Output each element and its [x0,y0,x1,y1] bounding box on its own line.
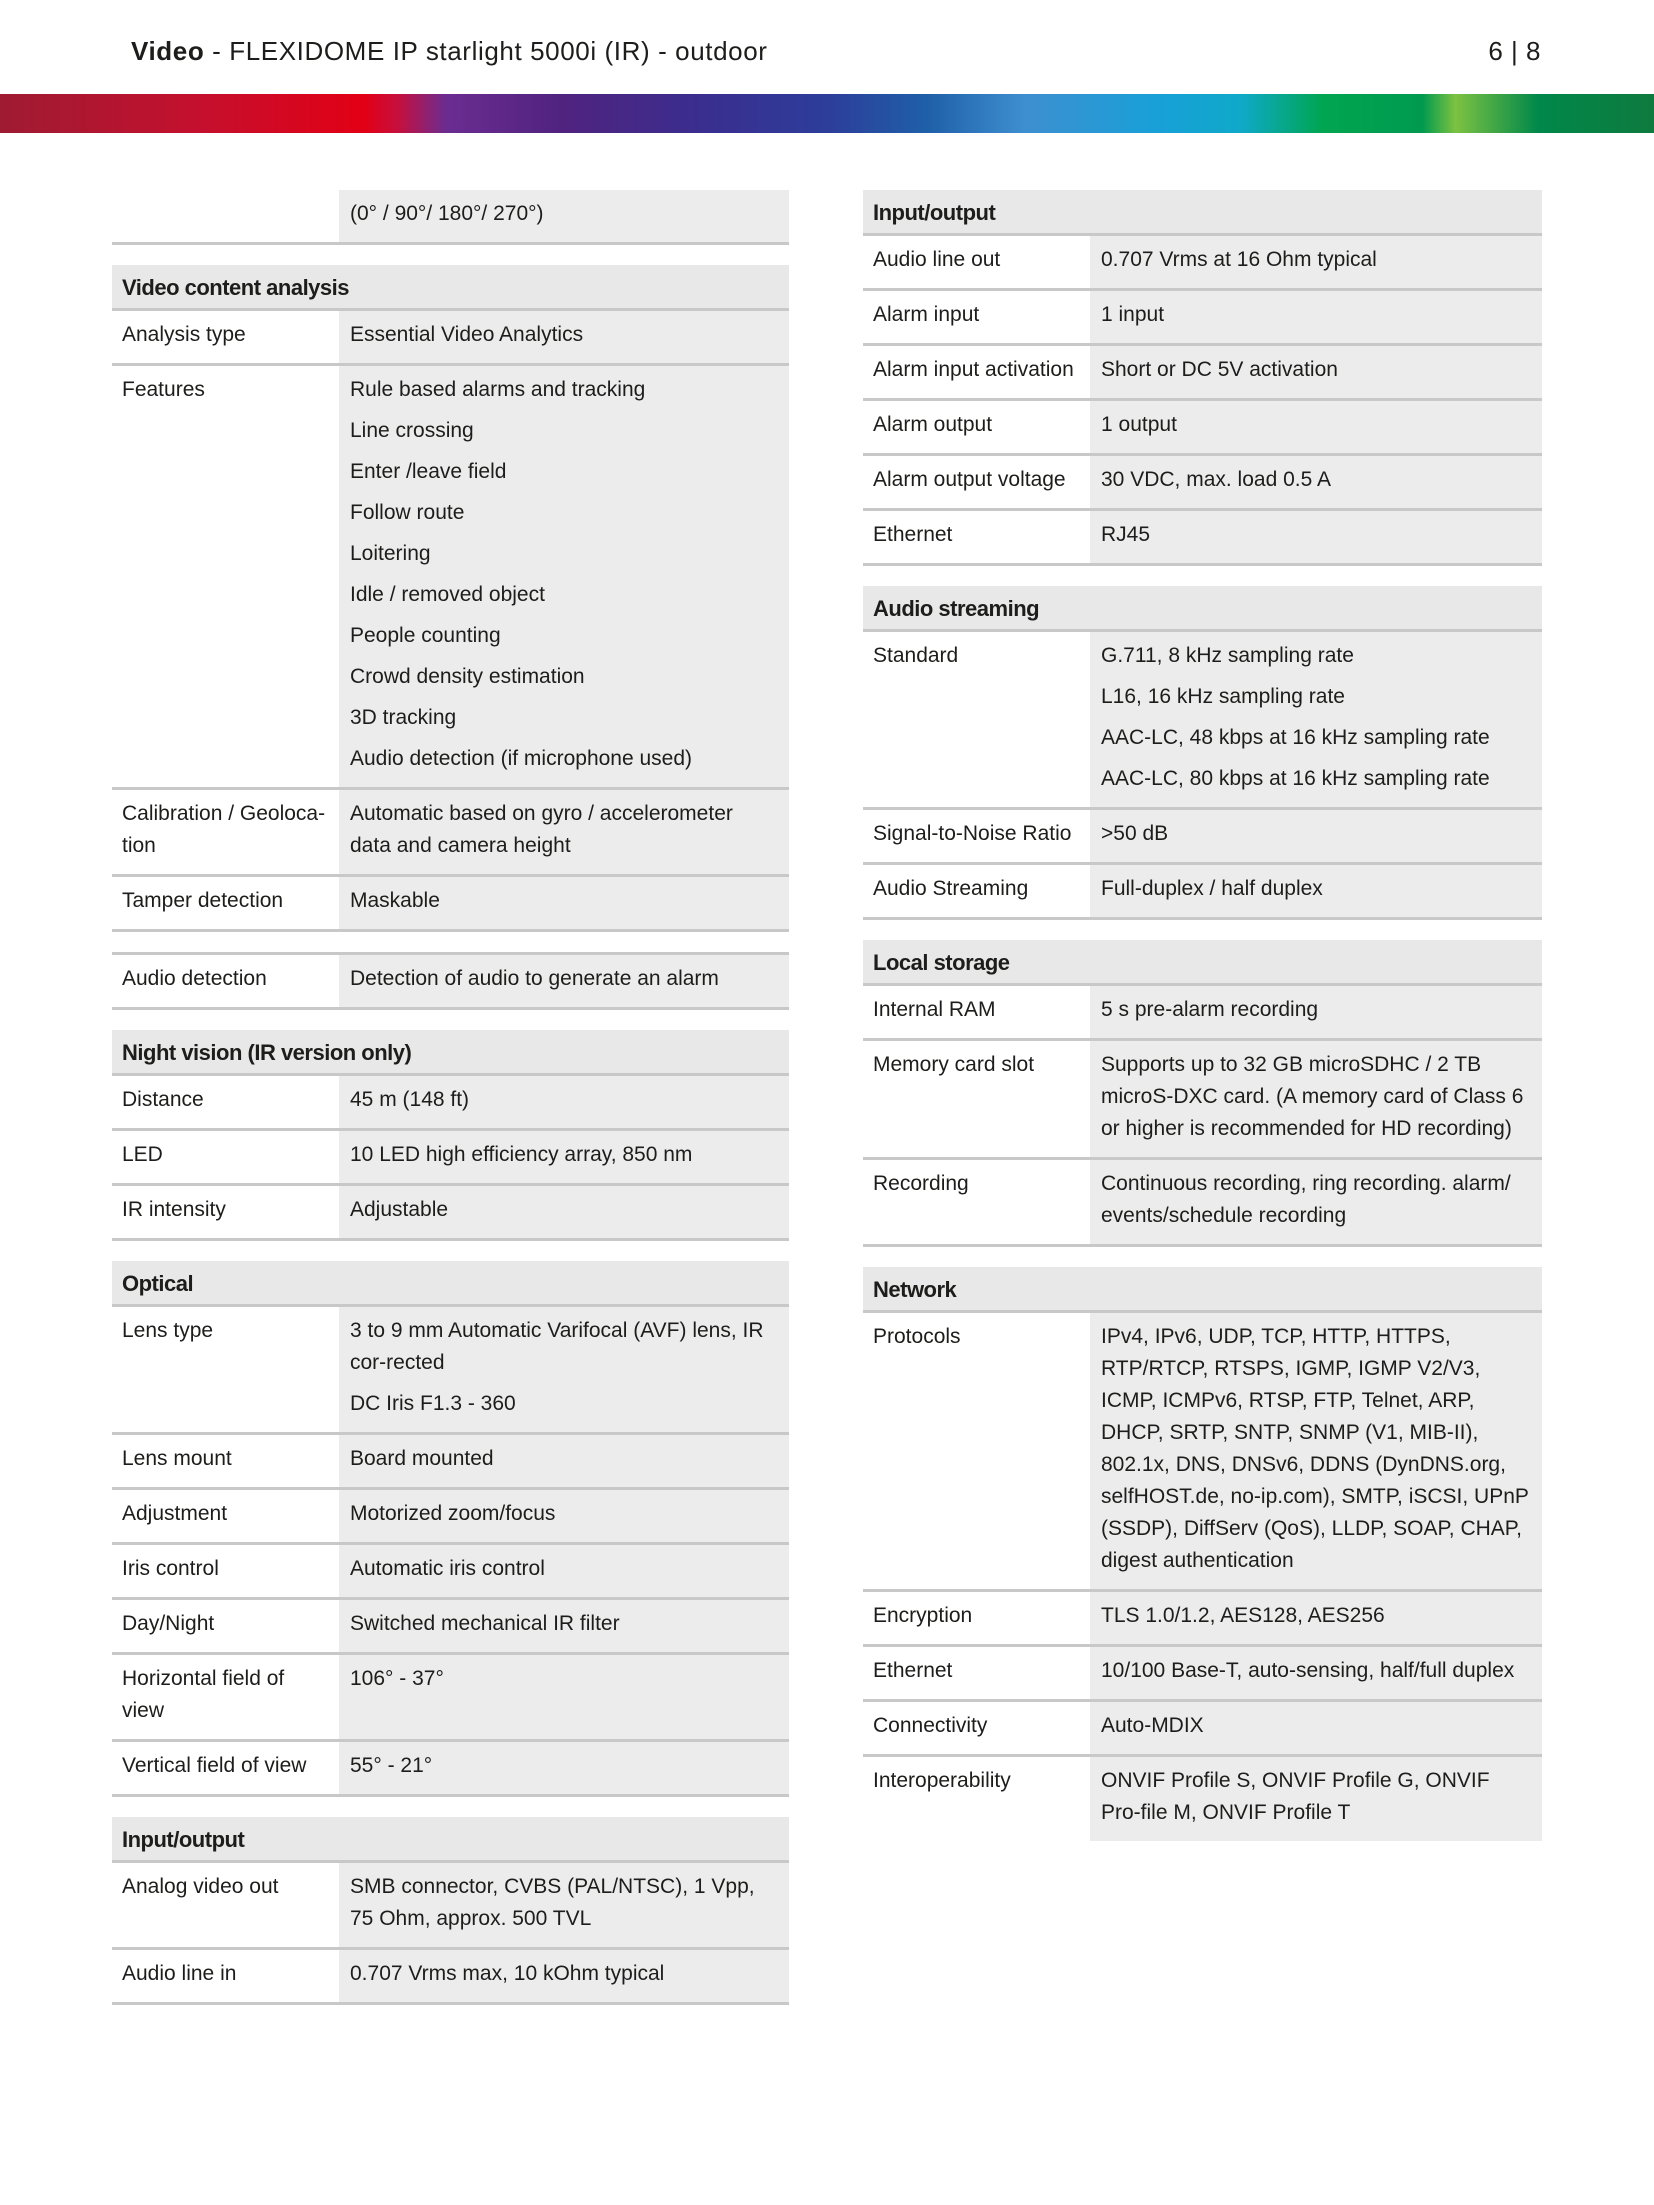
spec-label: Alarm input activation [873,358,1074,381]
feature-item: Rule based alarms and tracking [350,378,646,401]
section-title: Audio streaming [863,586,1542,632]
spec-row [112,952,789,1010]
section-title: Night vision (IR version only) [112,1030,789,1076]
spec-label: Recording [873,1172,969,1195]
spec-label: Calibration / Geoloca-tion [122,802,326,857]
spec-row [863,1313,1542,1592]
spec-row [112,1076,789,1131]
spec-value: Full-duplex / half duplex [1090,865,1542,917]
spec-label: Audio Streaming [873,877,1029,900]
feature-item: Crowd density estimation [350,665,585,688]
spec-row [863,986,1542,1041]
spec-label: Ethernet [873,523,953,546]
spec-label: Signal-to-Noise Ratio [873,822,1072,845]
document-title-product: - FLEXIDOME IP starlight 5000i (IR) - outdoor [204,36,768,66]
spec-label: Audio detection [122,967,267,990]
spec-label: Distance [122,1088,204,1111]
spec-row [112,1307,789,1435]
spec-value: Motorized zoom/focus [339,1490,789,1542]
feature-item: Audio detection (if microphone used) [350,747,693,770]
spec-label: Analog video out [122,1875,279,1898]
spec-row [863,346,1542,401]
right-column [863,190,1542,1861]
spec-label: Lens mount [122,1447,232,1470]
section-title: Video content analysis [112,265,789,311]
spec-label: LED [122,1143,163,1166]
spec-row [863,632,1542,810]
spec-row [863,1757,1542,1841]
spec-value: Board mounted [339,1435,789,1487]
section-title: Optical [112,1261,789,1307]
spec-value: Maskable [339,877,789,929]
section-title: Input/output [863,190,1542,236]
section-title: Local storage [863,940,1542,986]
spec-value: TLS 1.0/1.2, AES128, AES256 [1090,1592,1542,1644]
audio-standard-item: AAC-LC, 80 kbps at 16 kHz sampling rate [1101,767,1490,790]
spec-row [112,790,789,877]
spec-value: Continuous recording, ring recording. alarm/ events/schedule recording [1090,1160,1542,1244]
feature-item: Loitering [350,542,431,565]
spec-label: Lens type [122,1319,214,1342]
section-optical [112,1261,789,1797]
spec-row [112,1435,789,1490]
spec-row [112,1186,789,1241]
audio-standard-item: L16, 16 kHz sampling rate [1101,685,1345,708]
section-title: Network [863,1267,1542,1313]
section-title: Input/output [112,1817,789,1863]
spec-row [863,810,1542,865]
section-night-vision [112,1030,789,1241]
spec-row [112,877,789,932]
spec-label: Alarm output [873,413,993,436]
spec-value: 55° - 21° [339,1742,789,1794]
section-input-output-left [112,1817,789,2005]
spec-label: Audio line in [122,1962,237,1985]
spec-row [863,1160,1542,1247]
section-input-output-right [863,190,1542,566]
feature-item: Follow route [350,501,465,524]
spec-value: 10 LED high efficiency array, 850 nm [339,1131,789,1183]
lens-type-value: 3 to 9 mm Automatic Varifocal (AVF) lens, IR cor-rected [350,1319,764,1374]
spec-label: Iris control [122,1557,219,1580]
spec-value: Switched mechanical IR filter [339,1600,789,1652]
spec-value: Short or DC 5V activation [1090,346,1542,398]
spec-value: Auto-MDIX [1090,1702,1542,1754]
feature-item: Enter /leave field [350,460,507,483]
spec-value: Detection of audio to generate an alarm [339,955,789,1007]
section-audio-streaming [863,586,1542,920]
spec-value: 45 m (148 ft) [339,1076,789,1128]
spec-label: Audio line out [873,248,1001,271]
section-network [863,1267,1542,1841]
spec-value: 0.707 Vrms max, 10 kOhm typical [339,1950,789,2002]
spec-label: Encryption [873,1604,973,1627]
spec-row [112,1742,789,1797]
spec-value: >50 dB [1090,810,1542,862]
spec-label: Alarm output voltage [873,468,1066,491]
spec-row [112,1655,789,1742]
page-header [0,0,1654,94]
spec-value-list [1090,632,1542,807]
spec-label: IR intensity [122,1198,226,1221]
spec-row [863,236,1542,291]
spec-value: 10/100 Base-T, auto-sensing, half/full duplex [1090,1647,1542,1699]
spec-row [863,1592,1542,1647]
iris-value: DC Iris F1.3 - 360 [350,1392,516,1415]
spec-row [112,1131,789,1186]
spec-value: 106° - 37° [339,1655,789,1739]
spec-row [863,1647,1542,1702]
spec-value: Adjustable [339,1186,789,1238]
spec-value: 1 input [1090,291,1542,343]
spec-label [112,190,339,242]
spec-value-list [339,1307,789,1432]
spec-label: Tamper detection [122,889,284,912]
feature-item: Idle / removed object [350,583,545,606]
spec-row [863,401,1542,456]
spec-label: Features [122,378,205,401]
spec-row [112,190,789,245]
audio-standard-item: AAC-LC, 48 kbps at 16 kHz sampling rate [1101,726,1490,749]
spec-value: 0.707 Vrms at 16 Ohm typical [1090,236,1542,288]
rotation-continuation [112,190,789,245]
spec-label: Adjustment [122,1502,228,1525]
feature-item: 3D tracking [350,706,457,729]
spec-label: Day/Night [122,1612,215,1635]
spec-value: 5 s pre-alarm recording [1090,986,1542,1038]
section-local-storage [863,940,1542,1247]
spec-row [112,1863,789,1950]
document-title [131,36,768,67]
spec-row [863,511,1542,566]
spec-row [112,1950,789,2005]
spec-value: 1 output [1090,401,1542,453]
spec-value-list [339,366,789,787]
page-number: 6 | 8 [1488,36,1541,66]
spec-row [863,1702,1542,1757]
spec-value: RJ45 [1090,511,1542,563]
spec-label: Horizontal field of view [122,1667,285,1722]
audio-standard-item: G.711, 8 kHz sampling rate [1101,644,1354,667]
document-title-category: Video [131,36,205,66]
spec-label: Protocols [873,1325,961,1348]
section-audio-detection [112,952,789,1010]
brand-color-band [0,94,1654,133]
spec-value: ONVIF Profile S, ONVIF Profile G, ONVIF Pro-file M, ONVIF Profile T [1090,1757,1542,1841]
spec-row [863,865,1542,920]
spec-label: Analysis type [122,323,246,346]
spec-value: IPv4, IPv6, UDP, TCP, HTTP, HTTPS, RTP/RTCP, RTSPS, IGMP, IGMP V2/V3, ICMP, ICMPv6, RTSP, FTP, Telnet, ARP, DHCP, SRTP, SNTP, SNMP (V1, MIB-II), 802.1x, DNS, DNSv6, DDNS (DynDNS.org, selfHOST.de, no-ip.com), SMTP, iSCSI, UPnP (SSDP), DiffServ (QoS), LLDP, SOAP, CHAP, digest authentication [1090,1313,1542,1589]
spec-value: Automatic iris control [339,1545,789,1597]
spec-row [863,1041,1542,1160]
spec-label: Connectivity [873,1714,988,1737]
spec-row [112,1490,789,1545]
spec-row [863,291,1542,346]
section-video-content-analysis [112,265,789,932]
spec-label: Standard [873,644,959,667]
spec-value: Essential Video Analytics [339,311,789,363]
spec-row [112,1600,789,1655]
spec-label: Memory card slot [873,1053,1035,1076]
spec-row [863,456,1542,511]
spec-value: SMB connector, CVBS (PAL/NTSC), 1 Vpp, 75 Ohm, approx. 500 TVL [339,1863,789,1947]
spec-label: Ethernet [873,1659,953,1682]
spec-value: Supports up to 32 GB microSDHC / 2 TB microS-DXC card. (A memory card of Class 6 or higher is recommended for HD recording) [1090,1041,1542,1157]
spec-label: Alarm input [873,303,980,326]
feature-item: Line crossing [350,419,474,442]
spec-value: 30 VDC, max. load 0.5 A [1090,456,1542,508]
spec-row [112,1545,789,1600]
spec-row [112,311,789,366]
spec-row [112,366,789,790]
spec-label: Vertical field of view [122,1754,307,1777]
feature-item: People counting [350,624,501,647]
spec-value: (0° / 90°/ 180°/ 270°) [339,190,789,242]
spec-value: Automatic based on gyro / accelerometer data and camera height [339,790,789,874]
spec-label: Interoperability [873,1769,1011,1792]
left-column [112,190,789,2025]
spec-label: Internal RAM [873,998,996,1021]
